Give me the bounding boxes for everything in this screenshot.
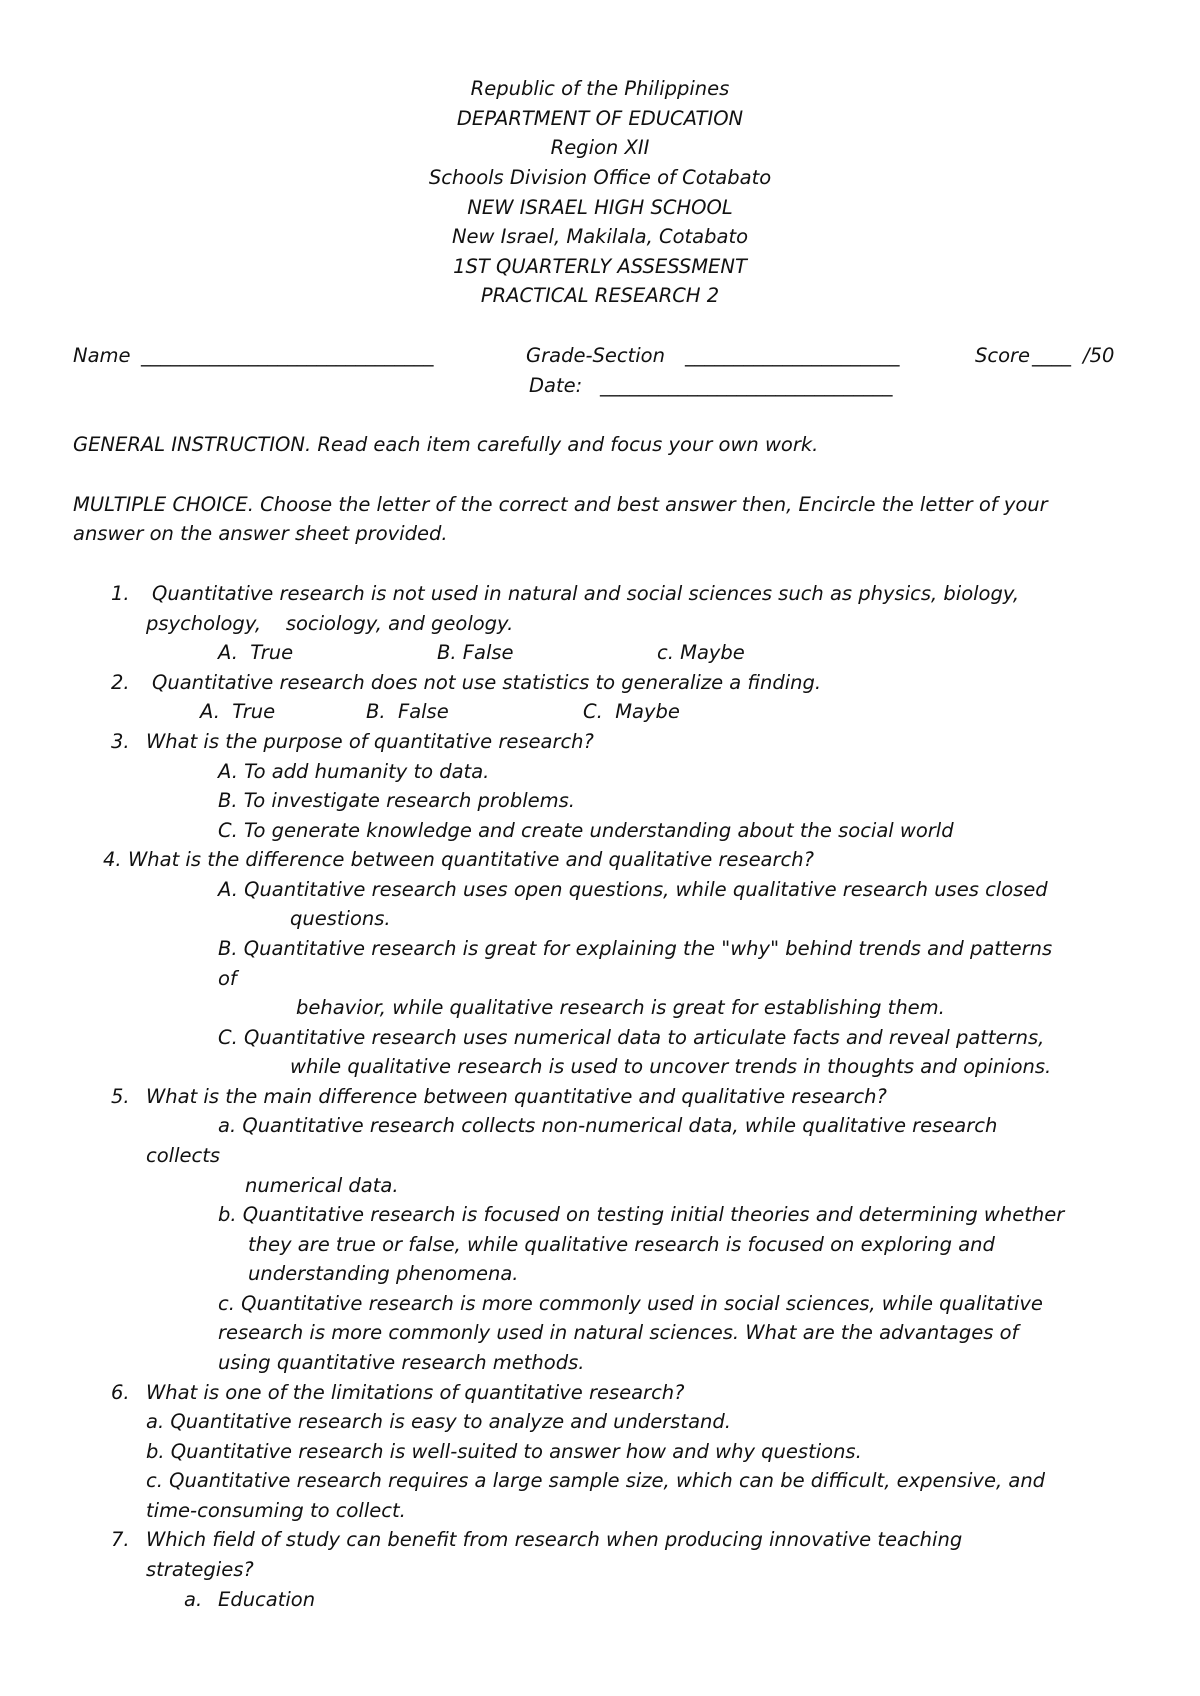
name-label: Name <box>73 344 131 367</box>
score-label: Score <box>975 344 1031 367</box>
question-text: What is the purpose of quantitative research? <box>146 730 594 753</box>
question-number: 7. <box>111 1528 130 1551</box>
answer-option[interactable]: C. Quantitative research uses numerical data to articulate facts and reveal patterns, <box>218 1026 1045 1049</box>
answer-option[interactable]: behavior, while qualitative research is great for establishing them. <box>296 996 945 1019</box>
question-number: 6. <box>111 1381 130 1404</box>
answer-option[interactable]: B. False <box>437 641 514 664</box>
general-instruction: GENERAL INSTRUCTION. Read each item carefully and focus your own work. <box>73 433 819 456</box>
answer-option[interactable]: B. Quantitative research is great for explaining the "why" behind trends and patterns <box>218 937 1053 960</box>
answer-option[interactable]: research is more commonly used in natural sciences. What are the advantages of <box>218 1321 1019 1344</box>
header-division: Schools Division Office of Cotabato <box>428 166 772 189</box>
answer-option[interactable]: a. Quantitative research is easy to analyze and understand. <box>146 1410 731 1433</box>
question-number: 5. <box>111 1085 130 1108</box>
answer-option[interactable]: A. Quantitative research uses open questions, while qualitative research uses closed <box>218 878 1048 901</box>
answer-option[interactable]: using quantitative research methods. <box>218 1351 585 1374</box>
grade-section-blank[interactable]: ______________________ <box>685 344 900 367</box>
grade-section-label: Grade-Section <box>526 344 665 367</box>
header-department: DEPARTMENT OF EDUCATION <box>456 107 744 130</box>
question-number: 4. <box>103 848 122 871</box>
header-school: NEW ISRAEL HIGH SCHOOL <box>467 196 733 219</box>
answer-option[interactable]: Education <box>218 1588 316 1611</box>
header-region: Region XII <box>550 136 650 159</box>
question-number: 2. <box>111 671 130 694</box>
answer-option[interactable]: B. False <box>366 700 449 723</box>
name-blank[interactable]: ______________________________ <box>141 344 434 367</box>
question-number: 1. <box>111 582 130 605</box>
mc-instruction-line-1: MULTIPLE CHOICE. Choose the letter of the correct and best answer then, Encircle the letter of your <box>73 493 1048 516</box>
question-text: Which field of study can benefit from research when producing innovative teaching <box>146 1528 963 1551</box>
header-republic: Republic of the Philippines <box>470 77 730 100</box>
header-assessment: 1ST QUARTERLY ASSESSMENT <box>453 255 747 278</box>
answer-option-letter[interactable]: a. <box>184 1588 203 1611</box>
answer-option[interactable]: understanding phenomena. <box>248 1262 519 1285</box>
score-total: /50 <box>1083 344 1115 367</box>
question-text: Quantitative research is not used in natural and social sciences such as physics, biology, <box>152 582 1020 605</box>
question-text: What is the main difference between quantitative and qualitative research? <box>146 1085 887 1108</box>
mc-instruction-line-2: answer on the answer sheet provided. <box>73 522 448 545</box>
answer-option[interactable]: time-consuming to collect. <box>146 1499 406 1522</box>
question-text: What is the difference between quantitative and qualitative research? <box>128 848 814 871</box>
answer-option[interactable]: C. Maybe <box>583 700 680 723</box>
answer-option[interactable]: numerical data. <box>245 1174 399 1197</box>
answer-option[interactable]: collects <box>146 1144 221 1167</box>
question-text: strategies? <box>146 1558 254 1581</box>
answer-option[interactable]: A. True <box>200 700 276 723</box>
question-text: Quantitative research does not use statistics to generalize a finding. <box>152 671 822 694</box>
header-subject: PRACTICAL RESEARCH 2 <box>480 284 720 307</box>
answer-option[interactable]: of <box>218 967 237 990</box>
answer-option[interactable]: B. To investigate research problems. <box>218 789 575 812</box>
answer-option[interactable]: c. Quantitative research requires a large sample size, which can be difficult, expensive, and <box>146 1469 1046 1492</box>
question-text: psychology, sociology, and geology. <box>146 612 514 635</box>
question-number: 3. <box>111 730 130 753</box>
answer-option[interactable]: questions. <box>290 907 391 930</box>
answer-option[interactable]: A. True <box>218 641 294 664</box>
date-label: Date: <box>529 374 583 397</box>
answer-option[interactable]: b. Quantitative research is well-suited to answer how and why questions. <box>146 1440 862 1463</box>
answer-option[interactable]: C. To generate knowledge and create understanding about the social world <box>218 819 954 842</box>
score-blank[interactable]: ____ <box>1032 344 1071 367</box>
answer-option[interactable]: they are true or false, while qualitative research is focused on exploring and <box>248 1233 995 1256</box>
answer-option[interactable]: a. Quantitative research collects non-numerical data, while qualitative research <box>218 1114 998 1137</box>
answer-option[interactable]: b. Quantitative research is focused on testing initial theories and determining whether <box>218 1203 1065 1226</box>
date-blank[interactable]: ______________________________ <box>600 374 893 397</box>
answer-option[interactable]: A. To add humanity to data. <box>218 760 490 783</box>
answer-option[interactable]: c. Quantitative research is more commonly used in social sciences, while qualitative <box>218 1292 1043 1315</box>
answer-option[interactable]: while qualitative research is used to uncover trends in thoughts and opinions. <box>290 1055 1052 1078</box>
header-address: New Israel, Makilala, Cotabato <box>451 225 749 248</box>
answer-option[interactable]: c. Maybe <box>657 641 745 664</box>
question-text: What is one of the limitations of quantitative research? <box>146 1381 685 1404</box>
